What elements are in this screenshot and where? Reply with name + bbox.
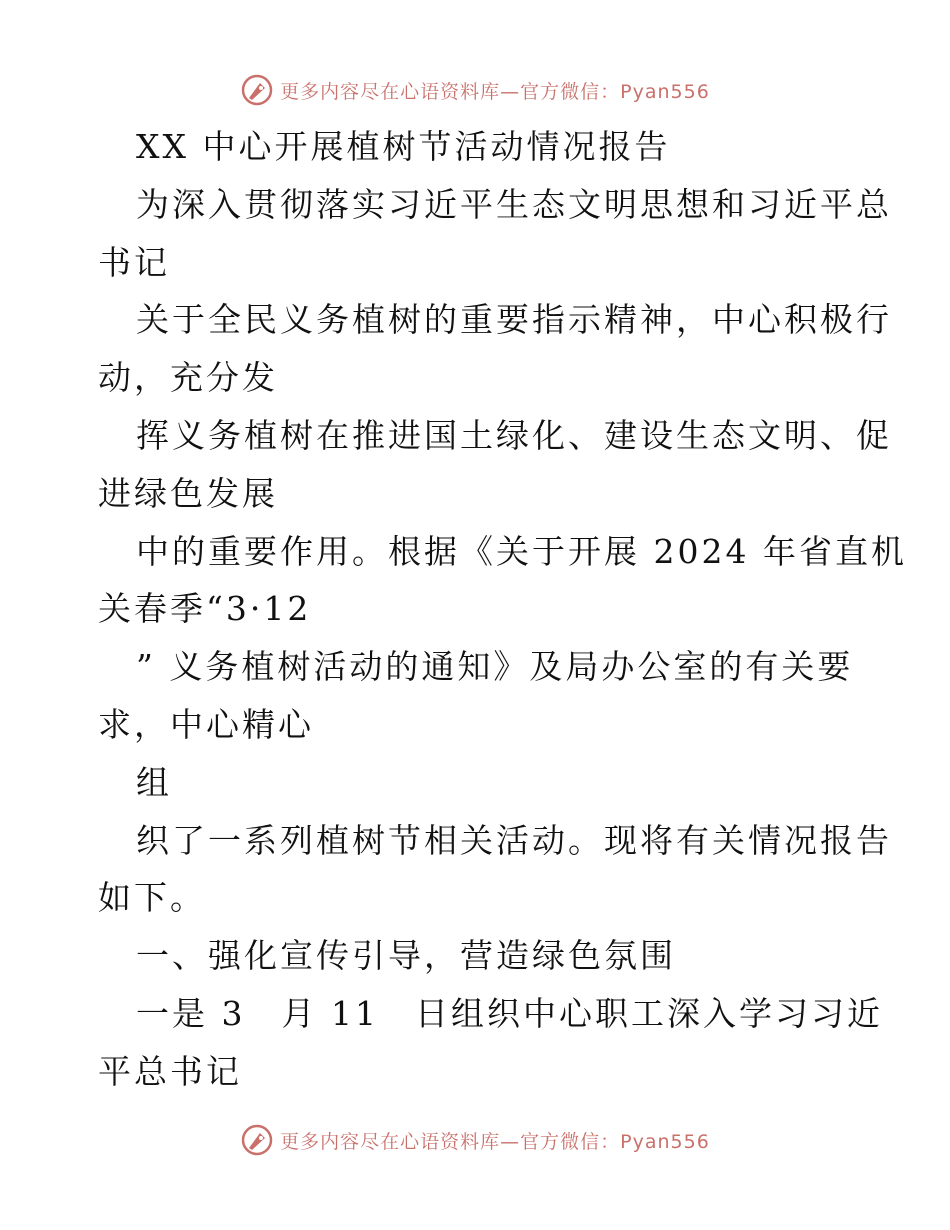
document-line: 为深入贯彻落实习近平生态文明思想和习近平总 [136, 184, 892, 224]
document-line: 关春季“3·12 [98, 589, 312, 629]
document-line: 中的重要作用。根据《关于开展 2024 年省直机 [136, 531, 907, 571]
pen-nib-logo-icon [240, 1123, 274, 1157]
document-line: 一、强化宣传引导，营造绿色氛围 [136, 936, 676, 976]
header-watermark-banner [0, 70, 950, 110]
document-line: 平总书记 [98, 1051, 242, 1091]
document-line: 动，充分发 [98, 358, 278, 398]
document-line: 织了一系列植树节相关活动。现将有关情况报告 [136, 820, 892, 860]
header-banner-text: 更多内容尽在心语资料库—官方微信：Pyan556 [280, 80, 710, 103]
footer-banner-inner [240, 1123, 710, 1157]
document-line: XX 中心开展植树节活动情况报告 [136, 127, 671, 166]
document-line: 组 [136, 762, 172, 802]
document-body [98, 118, 907, 1101]
pen-nib-logo-icon [240, 73, 274, 107]
header-banner-inner [240, 73, 710, 107]
document-line: 求，中心精心 [98, 704, 314, 744]
document-line: 如下。 [98, 878, 206, 918]
footer-watermark-banner [0, 1120, 950, 1160]
footer-banner-text: 更多内容尽在心语资料库—官方微信：Pyan556 [280, 1130, 710, 1153]
document-line: 挥义务植树在推进国土绿化、建设生态文明、促 [136, 415, 892, 455]
document-line: 关于全民义务植树的重要指示精神，中心积极行 [136, 300, 892, 340]
document-line: 书记 [98, 242, 170, 282]
document-line: 进绿色发展 [98, 473, 278, 513]
document-line: ” 义务植树活动的通知》及局办公室的有关要 [136, 647, 854, 687]
document-line: 一是 3 月 11 日组织中心职工深入学习习近 [136, 993, 883, 1033]
